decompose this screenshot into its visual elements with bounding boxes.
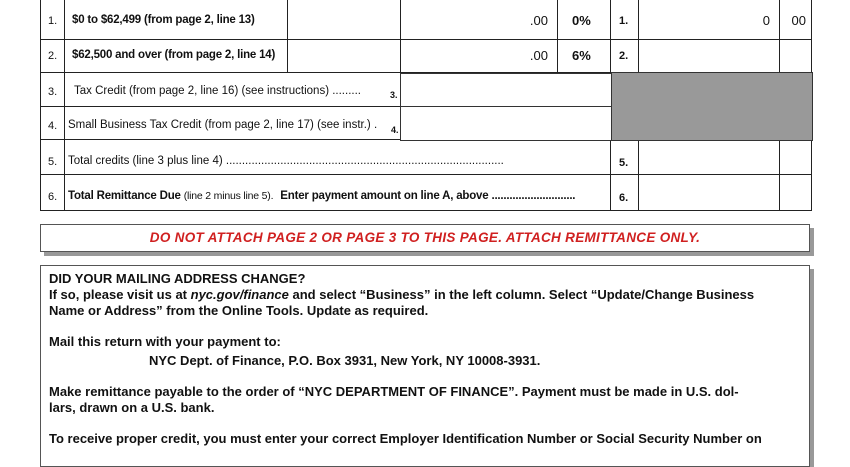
line-2-amount: .00 [529,48,548,63]
line-1-right-value[interactable]: 0 [762,13,770,28]
line-1-label: $0 to $62,499 (from page 2, line 13) [72,14,255,26]
line-6-label-tail: Enter payment amount on line A, above ............................ [280,190,576,202]
line-2-right-number: 2. [619,50,629,62]
address-change-text-b: and select “Business” in the left column. Select “Update/Change Business [288,287,755,302]
mail-instructions-heading: Mail this return with your payment to: [49,334,281,349]
num-col-sep [64,0,65,210]
line-2-pct: 6% [572,48,591,63]
line-5-label: Total credits (line 3 plus line 4) ....................................................................................... [68,155,504,167]
line-6-number: 6. [48,191,58,203]
col-sep-c [557,0,558,72]
nyc-finance-link[interactable]: nyc.gov/finance [190,287,289,302]
attach-warning-text: DO NOT ATTACH PAGE 2 OR PAGE 3 TO THIS PAGE. ATTACH REMITTANCE ONLY. [149,230,701,245]
line-3-number: 3. [48,86,58,98]
line-4-number: 4. [48,120,58,132]
line-1-amount: .00 [529,13,548,28]
proper-credit-line: To receive proper credit, you must enter your correct Employer Identification Number or Social Security Number on [49,431,762,446]
line-1-number: 1. [48,15,58,27]
line-6-right-number: 6. [619,192,629,204]
line-1-right-number: 1. [619,15,629,27]
line-2-number: 2. [48,50,58,62]
address-change-text-a: If so, please visit us at [49,287,191,302]
line-6-label-bold: Total Remittance Due [68,190,181,202]
shaded-area [611,72,813,141]
col-sep-a [287,0,288,72]
line-3-label: Tax Credit (from page 2, line 16) (see instructions) ......... [74,85,361,97]
row-sep-5 [40,174,812,175]
address-change-heading: DID YOUR MAILING ADDRESS CHANGE? [49,271,306,286]
remittance-line-2: lars, drawn on a U.S. bank. [49,400,215,415]
line-3-input[interactable] [400,73,612,107]
address-change-line-3: Name or Address” from the Online Tools. Update as required. [49,303,429,318]
line-6-label-paren: (line 2 minus line 5). [183,190,274,202]
address-change-line-2 [49,287,754,303]
col-sep-g [779,139,780,210]
line-4-inline-number: 4. [391,125,399,135]
line-1-pct: 0% [572,13,591,28]
line-4-label: Small Business Tax Credit (from page 2, line 17) (see instr.) . [68,119,378,131]
line-2-label: $62,500 and over (from page 2, line 14) [72,49,276,61]
mailing-address: NYC Dept. of Finance, P.O. Box 3931, New York, NY 10008-3931. [149,353,541,368]
line-4-input[interactable] [400,106,612,141]
col-sep-b [400,0,401,72]
line-3-inline-number: 3. [390,90,398,100]
line-5-number: 5. [48,156,58,168]
line-1-right-cents[interactable]: 00 [791,13,806,28]
row-sep-1 [40,39,812,40]
line-6-label [68,190,575,202]
attach-warning-banner [40,224,810,252]
line-5-right-number: 5. [619,157,629,169]
table-left-border [40,0,41,210]
remittance-line-1: Make remittance payable to the order of “NYC DEPARTMENT OF FINANCE”. Payment must be made in U.S. dol- [49,384,739,399]
col-sep-f [779,0,780,72]
table-bottom-border [40,210,812,211]
